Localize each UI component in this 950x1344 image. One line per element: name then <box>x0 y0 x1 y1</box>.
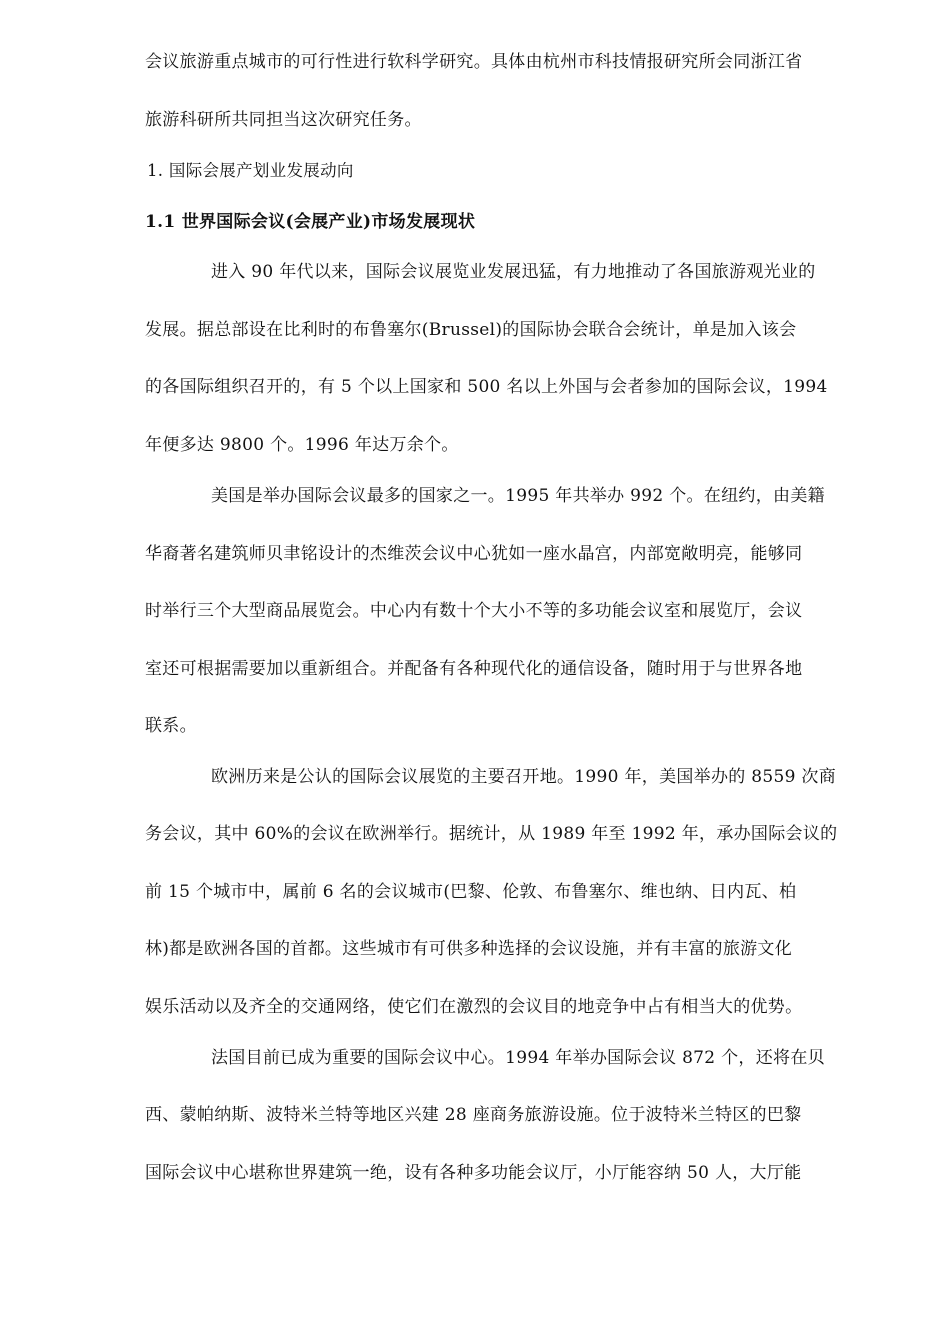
para3-line-3: 前 15 个城市中，属前 6 名的会议城市(巴黎、伦敦、布鲁塞尔、维也纳、日内瓦、柏 <box>145 882 797 902</box>
para4-line-3: 国际会议中心堪称世界建筑一绝，设有各种多功能会议厅，小厅能容纳 50 人，大厅能 <box>145 1163 802 1183</box>
para2-line-4: 室还可根据需要加以重新组合。并配备有各种现代化的通信设备，随时用于与世界各地 <box>145 659 803 679</box>
para2-line-1: 美国是举办国际会议最多的国家之一。1995 年共举办 992 个。在纽约，由美籍 <box>211 486 825 506</box>
para3-line-2: 务会议，其中 60%的会议在欧洲举行。据统计，从 1989 年至 1992 年，承办国际会议的 <box>145 824 838 844</box>
para3-line-1: 欧洲历来是公认的国际会议展览的主要召开地。1990 年，美国举办的 8559 次商 <box>211 767 837 787</box>
para3-line-4: 林)都是欧洲各国的首都。这些城市有可供多种选择的会议设施，并有丰富的旅游文化 <box>145 939 793 959</box>
para1-line-2: 发展。据总部设在比利时的布鲁塞尔(Brussel)的国际协会联合会统计，单是加入该会 <box>145 320 797 340</box>
para1-line-1: 进入 90 年代以来，国际会议展览业发展迅猛，有力地推动了各国旅游观光业的 <box>211 262 816 282</box>
para4-line-1: 法国目前已成为重要的国际会议中心。1994 年举办国际会议 872 个，还将在贝 <box>211 1048 825 1068</box>
intro-line-2: 旅游科研所共同担当这次研究任务。 <box>145 110 422 130</box>
para4-line-2: 西、蒙帕纳斯、波特米兰特等地区兴建 28 座商务旅游设施。位于波特米兰特区的巴黎 <box>145 1105 802 1125</box>
section-1-heading: 1. 国际会展产划业发展动向 <box>147 161 354 180</box>
para3-line-5: 娱乐活动以及齐全的交通网络，使它们在激烈的会议目的地竞争中占有相当大的优势。 <box>145 997 803 1017</box>
para2-line-2: 华裔著名建筑师贝聿铭设计的杰维茨会议中心犹如一座水晶宫，内部宽敞明亮，能够同 <box>145 544 803 564</box>
para1-line-4: 年便多达 9800 个。1996 年达万余个。 <box>145 435 459 455</box>
para2-line-3: 时举行三个大型商品展览会。中心内有数十个大小不等的多功能会议室和展览厅，会议 <box>145 601 803 621</box>
para2-line-5: 联系。 <box>145 716 197 736</box>
para1-line-3: 的各国际组织召开的，有 5 个以上国家和 500 名以上外国与会者参加的国际会议，1994 <box>145 377 828 397</box>
section-1-1-heading: 1.1 世界国际会议(会展产业)市场发展现状 <box>145 212 476 232</box>
intro-line-1: 会议旅游重点城市的可行性进行软科学研究。具体由杭州市科技情报研究所会同浙江省 <box>145 52 803 72</box>
